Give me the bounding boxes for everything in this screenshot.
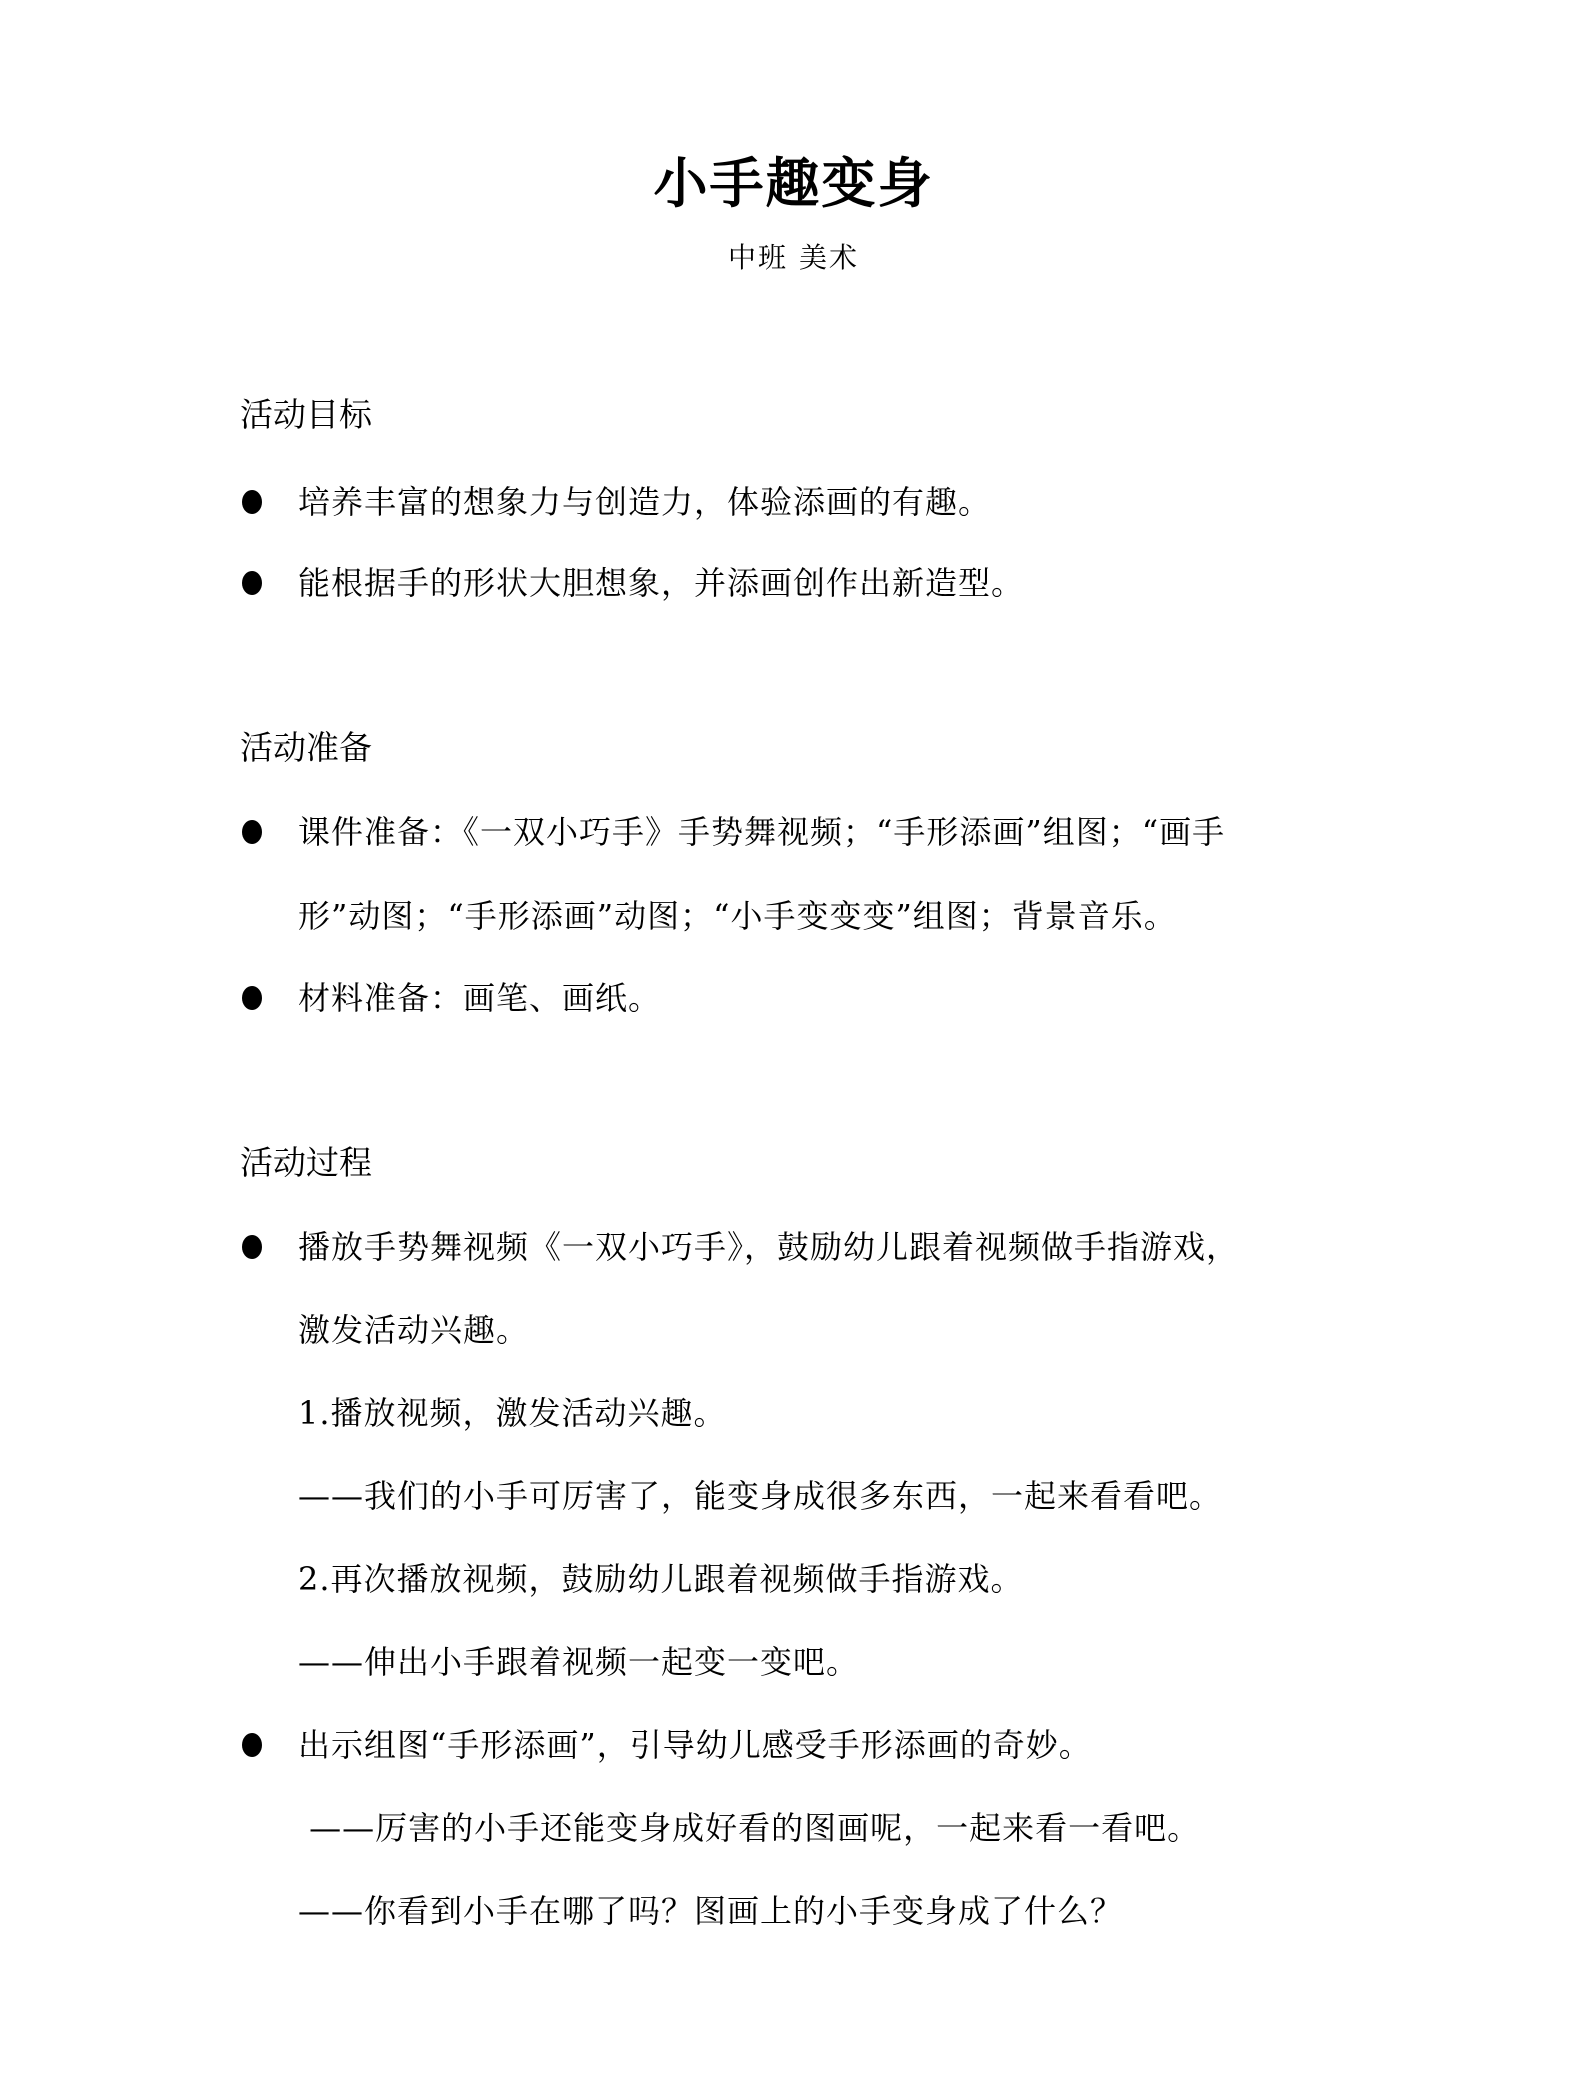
bullet-icon	[242, 571, 262, 595]
bullet-icon	[242, 1733, 262, 1757]
bullet-icon	[242, 820, 262, 844]
bullet-icon	[242, 1235, 262, 1259]
document-subtitle: 中班 美术	[728, 241, 859, 274]
process-item-2: 出示组图“手形添画”，引导幼儿感受手形添画的奇妙。	[298, 1726, 1092, 1764]
goal-item-1: 培养丰富的想象力与创造力，体验添画的有趣。	[298, 483, 992, 521]
section-heading-preparation: 活动准备	[240, 728, 372, 767]
process-item-1-line-2: 激发活动兴趣。	[298, 1311, 530, 1349]
process-step-1-dialogue: ——我们的小手可厉害了，能变身成很多东西，一起来看看吧。	[298, 1477, 1223, 1515]
prep-item-1-line-1: 课件准备：《一双小巧手》手势舞视频；“手形添画”组图；“画手	[298, 813, 1226, 851]
section-heading-goals: 活动目标	[240, 395, 372, 434]
process-step-1: 1.播放视频，激发活动兴趣。	[298, 1394, 727, 1432]
prep-item-2: 材料准备：画笔、画纸。	[298, 979, 662, 1017]
bullet-icon	[242, 986, 262, 1010]
bullet-icon	[242, 490, 262, 514]
goal-item-2: 能根据手的形状大胆想象，并添画创作出新造型。	[298, 564, 1025, 602]
process-item-2-dialogue-1: ——厉害的小手还能变身成好看的图画呢，一起来看一看吧。	[298, 1809, 1201, 1847]
document-title: 小手趣变身	[653, 151, 934, 215]
process-step-2-dialogue: ——伸出小手跟着视频一起变一变吧。	[298, 1643, 860, 1681]
process-item-1-line-1: 播放手势舞视频《一双小巧手》，鼓励幼儿跟着视频做手指游戏，	[298, 1228, 1240, 1266]
section-heading-process: 活动过程	[240, 1143, 372, 1182]
process-item-2-dialogue-2: ——你看到小手在哪了吗？图画上的小手变身成了什么？	[298, 1892, 1124, 1930]
prep-item-1-line-2: 形”动图；“手形添画”动图；“小手变变变”组图；背景音乐。	[298, 897, 1177, 935]
process-step-2: 2.再次播放视频，鼓励幼儿跟着视频做手指游戏。	[298, 1560, 1024, 1598]
